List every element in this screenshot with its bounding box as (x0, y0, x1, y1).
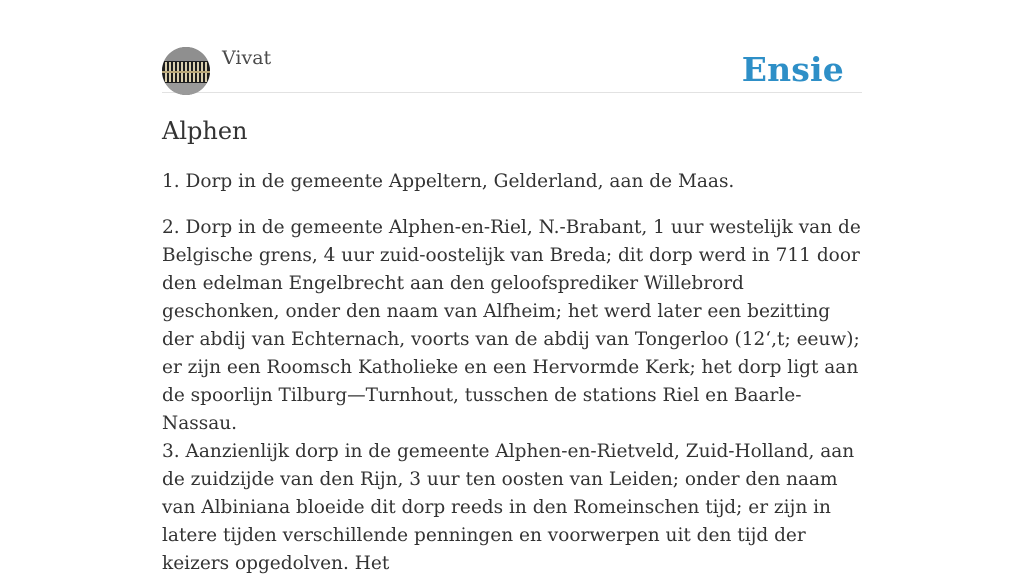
page-title: Alphen (162, 117, 248, 145)
definition-paragraph: 2. Dorp in de gemeente Alphen-en-Riel, N.-Brabant, 1 uur westelijk van de Belgische grens, 4 uur zuid-oostelijk van Breda; dit dorp werd in 711 door den edelman Engelbrecht aan den geloofsprediker Willebrord geschonken, onder den naam van Alfheim; het werd later een bezitting der abdij van Echternach, voorts van de abdij van Tongerloo (12ʻ,t; eeuw); er zijn een Roomsch Katholieke en een Hervormde Kerk; het dorp ligt aan de spoorlijn Tilburg—Turnhout, tusschen de stations Riel en Baarle-Nassau. (162, 217, 861, 434)
author-name[interactable]: Vivat (222, 47, 272, 69)
page-header (162, 0, 862, 93)
page-container (162, 0, 862, 574)
brand-logo[interactable]: Ensie (741, 50, 844, 89)
article-body (162, 168, 862, 578)
definition-paragraph: 3. Aanzienlijk dorp in de gemeente Alphen-en-Rietveld, Zuid-Holland, aan de zuidzijde van den Rijn, 3 uur ten oosten van Leiden; onder den naam van Albiniana bloeide dit dorp reeds in den Romeinschen tijd; er zijn in latere tijden verschillende penningen en voorwerpen uit den tijd der keizers opgedolven. Het (162, 441, 855, 574)
definition-paragraph: 1. Dorp in de gemeente Appeltern, Gelderland, aan de Maas. (162, 171, 735, 192)
book-spines-icon (162, 47, 210, 95)
avatar[interactable] (162, 47, 210, 95)
